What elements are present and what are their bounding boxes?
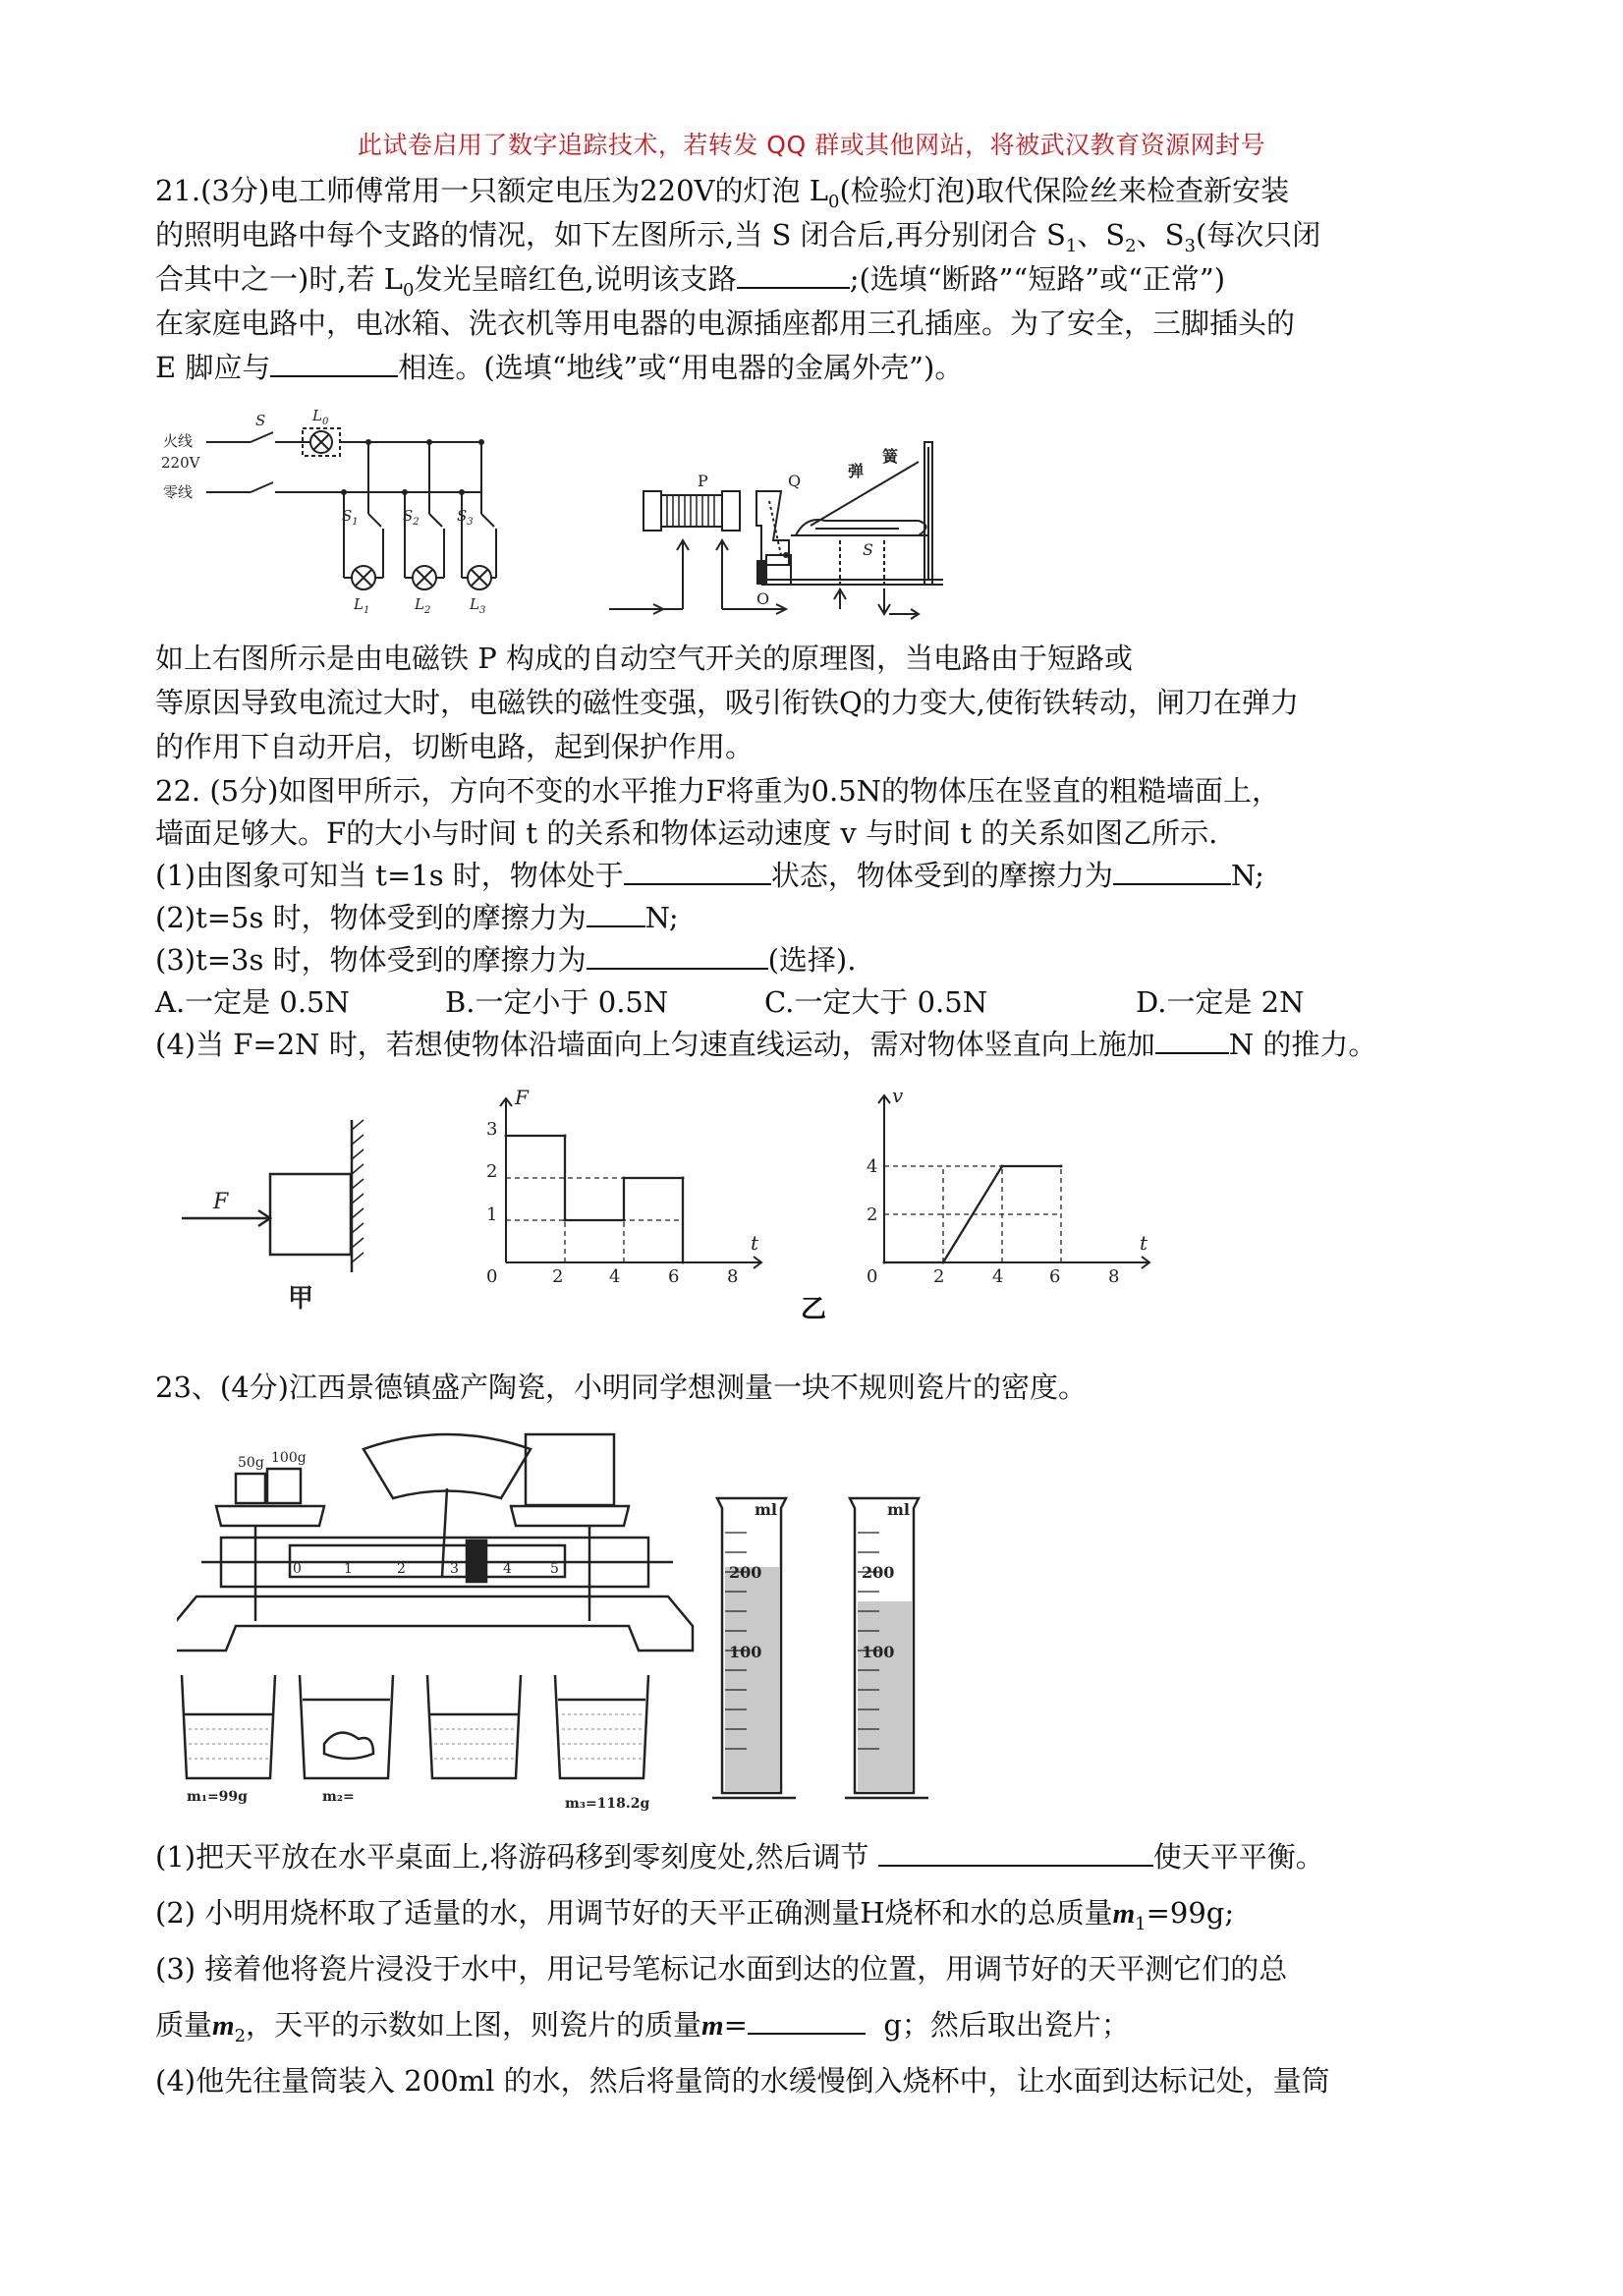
v-point-0 <box>883 1261 886 1264</box>
graduated-cylinder-1 <box>707 1493 806 1818</box>
switch-s-label: S <box>255 412 266 429</box>
lamp-l2-label: $L_2$ <box>415 595 431 616</box>
q22-part-1: (1)由图象可知当 t=1s 时，物体处于 状态，物体受到的摩擦力为 N; <box>155 854 1264 898</box>
f-series-line <box>506 1136 683 1262</box>
neutral-wire-label: 零线 <box>163 483 194 501</box>
q21-line-4: 在家庭电路中，电冰箱、洗衣机等用电器的电源插座都用三孔插座。为了安全，三脚插头的 <box>155 307 1296 340</box>
scale-tick-4: 4 <box>503 1561 512 1577</box>
q22-part-4: (4)当 F=2N 时，若想使物体沿墙面向上匀速直线运动，需对物体竖直向上施加 N 的推力。 <box>155 1023 1376 1067</box>
lamp-l3-label: $L_3$ <box>470 595 486 616</box>
q23-part-3-line-1: (3) 接着他将瓷片浸没于水中，用记号笔标记水面到达的位置，用调节好的天平测它们的总 <box>155 1952 1288 1986</box>
figure-jia-block-wall <box>172 1110 388 1316</box>
q23-part-4: (4)他先往量筒装入 200ml 的水，然后将量筒的水缓慢倒入烧杯中，让水面到达标记处，量筒 <box>155 2064 1330 2098</box>
blade-s-label: S <box>863 540 873 559</box>
lamp-l1-label: $L_1$ <box>354 595 370 616</box>
v-point-3 <box>1060 1165 1063 1168</box>
f-point-5 <box>682 1177 685 1180</box>
graph-force-time <box>462 1081 786 1316</box>
beaker-2 <box>300 1675 393 1778</box>
f-ytick-2: 2 <box>486 1161 498 1182</box>
answer-blank-q23-3[interactable] <box>748 2003 866 2035</box>
q21-line-5: E 脚应与 相连。(选填“地线”或“用电器的金属外壳”)。 <box>155 346 963 390</box>
beaker-m2-label: m₂= <box>322 1789 355 1805</box>
beaker-m1-label: m₁=99g <box>187 1789 248 1805</box>
q22-line-2: 墙面足够大。F的大小与时间 t 的关系和物体运动速度 v 与时间 t 的关系如图乙所示. <box>155 816 1218 850</box>
scale-tick-0: 0 <box>293 1561 302 1577</box>
force-f-label: F <box>213 1190 229 1214</box>
q21-desc-line-1: 如上右图所示是由电磁铁 P 构成的自动空气开关的原理图，当电路由于短路或 <box>155 642 1133 675</box>
weight-100g-label: 100g <box>271 1450 307 1466</box>
f-xtick-6: 6 <box>668 1266 680 1287</box>
option-a[interactable]: A.一定是 0.5N <box>155 985 350 1019</box>
v-point-1 <box>942 1261 945 1264</box>
v-xtick-8: 8 <box>1108 1266 1120 1287</box>
voltage-label: 220V <box>161 454 200 472</box>
q21-line-3: 合其中之一)时,若 $L_0$发光呈暗红色,说明该支路 ;(选填“断路”“短路”或“正常”) <box>155 257 1225 312</box>
switch-s3-label: $S_3$ <box>457 507 474 528</box>
cyl2-unit: ml <box>887 1500 911 1519</box>
beaker-4 <box>555 1675 648 1778</box>
scale-tick-2: 2 <box>397 1561 406 1577</box>
v-xtick-6: 6 <box>1049 1266 1061 1287</box>
spring-label-2: 簧 <box>882 447 899 466</box>
beaker-1 <box>182 1675 275 1778</box>
answer-blank-q22-4[interactable] <box>1155 1023 1229 1054</box>
beaker-3 <box>427 1675 521 1778</box>
option-c[interactable]: C.一定大于 0.5N <box>764 985 988 1019</box>
answer-blank-q23-1[interactable] <box>878 1835 1153 1867</box>
q22-part-3: (3)t=3s 时，物体受到的摩擦力为 (选择). <box>155 938 856 982</box>
option-b[interactable]: B.一定小于 0.5N <box>445 985 669 1019</box>
f-point-3 <box>623 1219 626 1222</box>
f-graph-xlabel: t <box>751 1231 759 1255</box>
f-point-2 <box>564 1219 567 1222</box>
air-breaker-diagram <box>604 432 968 629</box>
balance-and-beakers-figure <box>177 1429 698 1818</box>
scale-tick-5: 5 <box>550 1561 559 1577</box>
cyl1-tick-100: 100 <box>729 1643 762 1661</box>
switch-s2-label: $S_2$ <box>403 507 420 528</box>
v-graph-xlabel: t <box>1140 1231 1148 1255</box>
weight-100g <box>267 1469 301 1503</box>
electromagnet-p-label: P <box>698 472 708 490</box>
spring-label-1: 弹 <box>848 462 865 480</box>
switch-s1-label: $S_1$ <box>342 507 359 528</box>
answer-blank-q22-3[interactable] <box>587 938 768 970</box>
answer-blank-q22-1a[interactable] <box>624 854 771 885</box>
figure-jia-caption: 甲 <box>288 1284 314 1314</box>
q21-line-2: 的照明电路中每个支路的情况，如下左图所示,当 S 闭合后,再分别闭合 $S_1$、$S_2$、$S_3$(每次只闭 <box>155 218 1321 256</box>
answer-blank-q21-2[interactable] <box>270 346 398 377</box>
q22-part-2: (2)t=5s 时，物体受到的摩擦力为 N; <box>155 896 679 940</box>
f-point-1 <box>564 1135 567 1138</box>
lamp-l0-label: $L_0$ <box>312 407 329 427</box>
answer-blank-q21-1[interactable] <box>737 257 850 289</box>
answer-blank-q22-1b[interactable] <box>1113 854 1231 885</box>
v-graph-ylabel: v <box>892 1084 904 1107</box>
v-xtick-4: 4 <box>992 1266 1004 1287</box>
figure-yi-caption-text: 乙 <box>801 1295 827 1324</box>
v-ytick-2: 2 <box>867 1204 878 1225</box>
cyl1-tick-200: 200 <box>729 1563 762 1582</box>
pivot-o-label: O <box>756 589 770 608</box>
q21-line-1: 21.(3分)电工师傅常用一只额定电压为220V的灯泡 $L_0$(检验灯泡)取代保险丝来检查新安装 <box>155 174 1290 212</box>
cyl1-unit: ml <box>755 1500 778 1519</box>
beaker-m3-label: m₃=118.2g <box>565 1796 650 1812</box>
answer-blank-q22-2[interactable] <box>587 896 645 927</box>
graduated-cylinder-2 <box>840 1493 938 1818</box>
f-point-0 <box>505 1135 508 1138</box>
q21-desc-line-3: 的作用下自动开启，切断电路，起到保护作用。 <box>155 730 755 763</box>
cyl2-tick-100: 100 <box>862 1643 895 1661</box>
f-ytick-0: 0 <box>486 1266 498 1287</box>
f-point-6 <box>682 1261 685 1264</box>
lighting-circuit-diagram <box>157 401 531 617</box>
f-point-4 <box>623 1177 626 1180</box>
f-xtick-2: 2 <box>552 1266 564 1287</box>
q23-line-1: 23、(4分)江西景德镇盛产陶瓷，小明同学想测量一块不规则瓷片的密度。 <box>155 1371 1087 1404</box>
f-ytick-1: 1 <box>486 1204 498 1225</box>
v-ytick-4: 4 <box>867 1156 878 1177</box>
q23-part-1: (1)把天平放在水平桌面上,将游码移到零刻度处,然后调节 使天平平衡。 <box>155 1835 1324 1879</box>
q21-desc-line-2: 等原因导致电流过大时，电磁铁的磁性变强，吸引衔铁Q的力变大,使衔铁转动，闸刀在弹力 <box>155 686 1299 719</box>
q22-line-1: 22. (5分)如图甲所示，方向不变的水平推力F将重为0.5N的物体压在竖直的粗糙墙面上， <box>155 774 1281 808</box>
graph-velocity-time <box>855 1081 1169 1316</box>
option-d[interactable]: D.一定是 2N <box>1136 985 1305 1019</box>
v-point-2 <box>1001 1165 1004 1168</box>
f-graph-ylabel: F <box>515 1086 529 1109</box>
v-xtick-2: 2 <box>933 1266 945 1287</box>
q23-part-3-line-2: 质量$m_2$，天平的示数如上图，则瓷片的质量m= g；然后取出瓷片； <box>155 2003 1130 2058</box>
q22-options <box>155 980 1486 1025</box>
v-ytick-0: 0 <box>867 1266 878 1287</box>
armature-q-label: Q <box>788 472 802 490</box>
scale-tick-3: 3 <box>450 1561 459 1577</box>
q23-part-2: (2) 小明用烧杯取了适量的水，用调节好的天平正确测量H烧杯和水的总质量$m_1=99g$; <box>155 1896 1235 1934</box>
f-xtick-8: 8 <box>727 1266 739 1287</box>
live-wire-label: 火线 <box>163 432 194 450</box>
f-xtick-4: 4 <box>609 1266 621 1287</box>
cyl2-tick-200: 200 <box>862 1563 895 1582</box>
weight-50g <box>236 1474 265 1503</box>
f-ytick-3: 3 <box>486 1119 498 1140</box>
weight-50g-label: 50g <box>238 1455 264 1471</box>
scale-tick-1: 1 <box>344 1561 353 1577</box>
copyright-notice: 此试卷启用了数字追踪技术，若转发 QQ 群或其他网站，将被武汉教育资源网封号 <box>357 131 1266 159</box>
